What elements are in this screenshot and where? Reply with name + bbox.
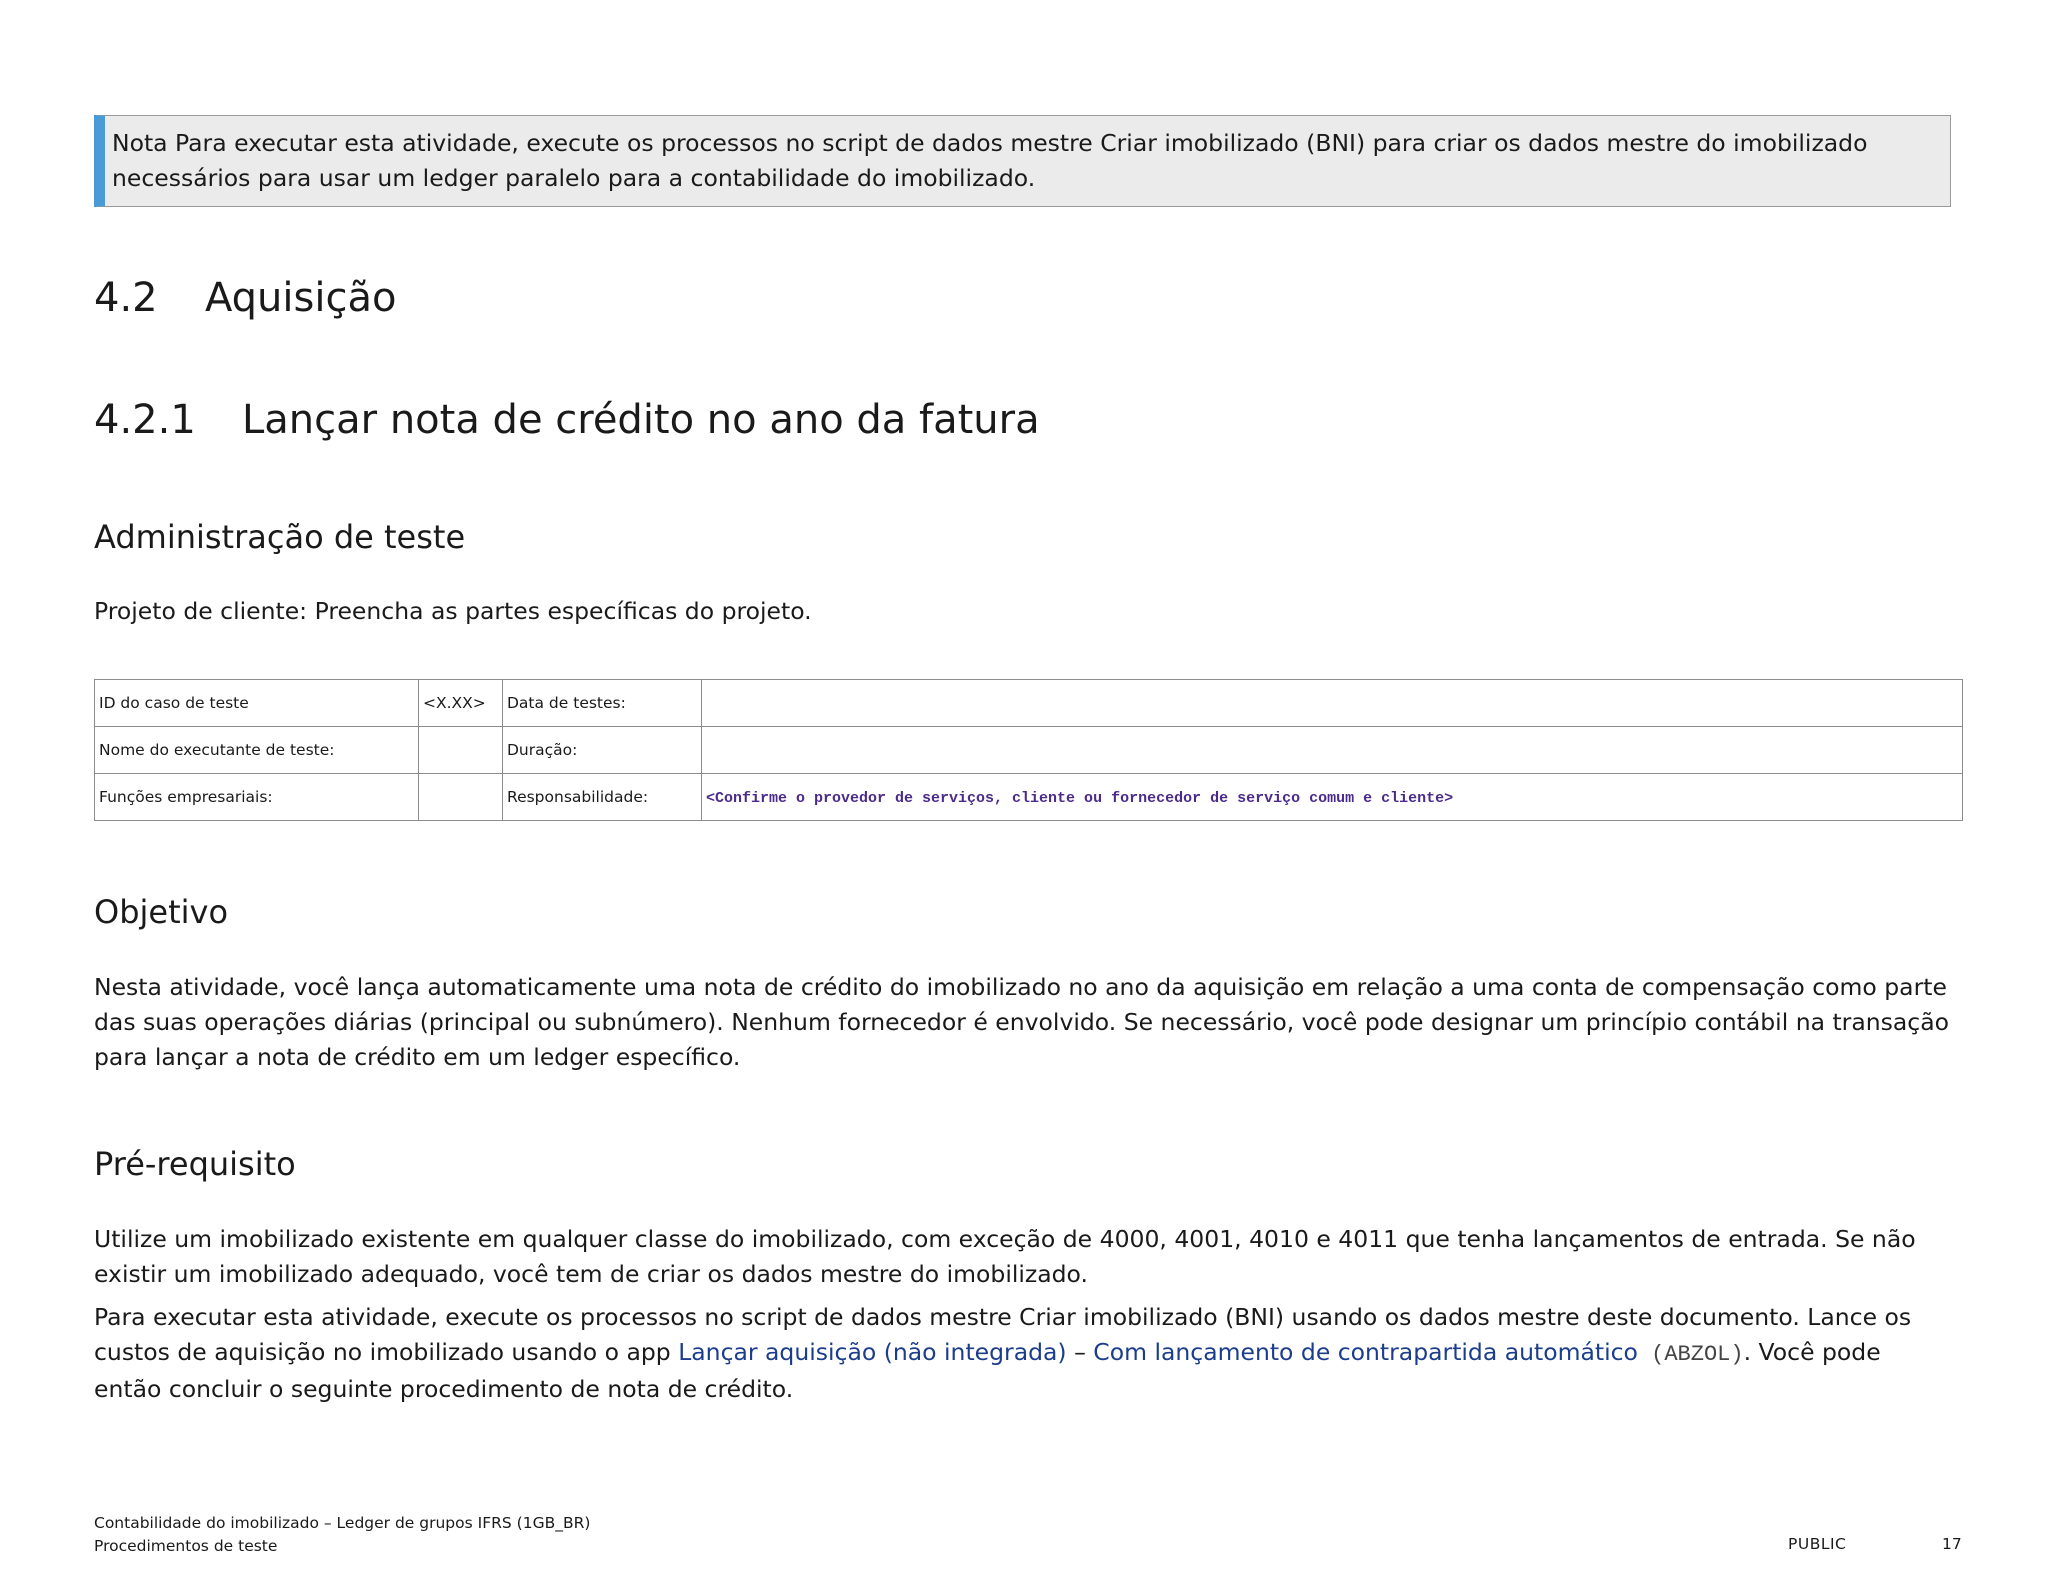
table-cell-value[interactable]	[702, 774, 1963, 821]
footer-title: Contabilidade do imobilizado – Ledger de grupos IFRS (1GB_BR)	[94, 1514, 591, 1532]
transaction-code: (ABZOL)	[1637, 1342, 1744, 1367]
table-cell-label: ID do caso de teste	[95, 680, 419, 727]
prerequisite-heading: Pré-requisito	[94, 1145, 296, 1183]
subsection-heading	[94, 397, 1040, 443]
test-admin-table	[94, 679, 1963, 821]
prerequisite-text-end: . Você pode então concluir o seguinte procedimento de nota de crédito.	[94, 1338, 1881, 1403]
app-link-automatic-offsetting[interactable]: Com lançamento de contrapartida automático	[1093, 1338, 1638, 1366]
app-link-post-acquisition[interactable]: Lançar aquisição (não integrada)	[678, 1338, 1067, 1366]
footer-document-info	[94, 1512, 590, 1558]
test-admin-heading: Administração de teste	[94, 518, 466, 556]
table-cell-label: Duração:	[503, 727, 702, 774]
table-cell-value[interactable]: <X.XX>	[419, 680, 503, 727]
prerequisite-paragraph-1: Utilize um imobilizado existente em qualquer classe do imobilizado, com exceção de 4000, 4001, 4010 e 4011 que tenha lançamentos de entrada. Se não existir um imobilizado adequado, você tem de criar os dados mestre do imobilizado.	[94, 1225, 1916, 1288]
table-cell-value[interactable]	[419, 774, 503, 821]
note-text: Nota Para executar esta atividade, execute os processos no script de dados mestre Criar imobilizado (BNI) para criar os dados mestre do imobilizado necessários para usar um ledger paralelo para a contabilidade do imobilizado.	[112, 129, 1868, 192]
table-cell-value[interactable]	[419, 727, 503, 774]
prerequisite-text: Para executar esta atividade, execute os processos no script de dados mestre Criar imobilizado (BNI) usando os dados mestre deste documento. Lance os custos de aquisição no imobilizado usando o app	[94, 1303, 1912, 1366]
section-title: Aquisição	[205, 275, 397, 321]
table-row	[95, 727, 1963, 774]
section-heading	[94, 275, 396, 321]
prerequisite-paragraph-2	[94, 1300, 1954, 1407]
table-cell-label: Funções empresariais:	[95, 774, 419, 821]
table-cell-value[interactable]	[702, 680, 1963, 727]
table-row	[95, 680, 1963, 727]
objective-heading: Objetivo	[94, 893, 229, 931]
responsibility-placeholder: <Confirme o provedor de serviços, cliente ou fornecedor de serviço comum e cliente>	[706, 789, 1454, 807]
footer-page-number: 17	[1942, 1535, 1962, 1553]
objective-text: Nesta atividade, você lança automaticamente uma nota de crédito do imobilizado no ano da aquisição em relação a uma conta de compensação como parte das suas operações diárias (principal ou subnúmero). Nenhum fornecedor é envolvido. Se necessário, você pode designar um princípio contábil na transação para lançar a nota de crédito em um ledger específico.	[94, 973, 1949, 1071]
dash-separator: –	[1066, 1338, 1094, 1366]
table-cell-value[interactable]	[702, 727, 1963, 774]
section-number: 4.2	[94, 275, 158, 321]
subsection-title: Lançar nota de crédito no ano da fatura	[242, 397, 1040, 443]
footer-classification: PUBLIC	[1788, 1535, 1847, 1553]
table-cell-label: Responsabilidade:	[503, 774, 702, 821]
test-admin-intro: Projeto de cliente: Preencha as partes específicas do projeto.	[94, 597, 812, 625]
table-cell-label: Nome do executante de teste:	[95, 727, 419, 774]
footer-subtitle: Procedimentos de teste	[94, 1537, 278, 1555]
note-box	[94, 115, 1951, 207]
table-cell-label: Data de testes:	[503, 680, 702, 727]
subsection-number: 4.2.1	[94, 397, 196, 443]
table-row	[95, 774, 1963, 821]
